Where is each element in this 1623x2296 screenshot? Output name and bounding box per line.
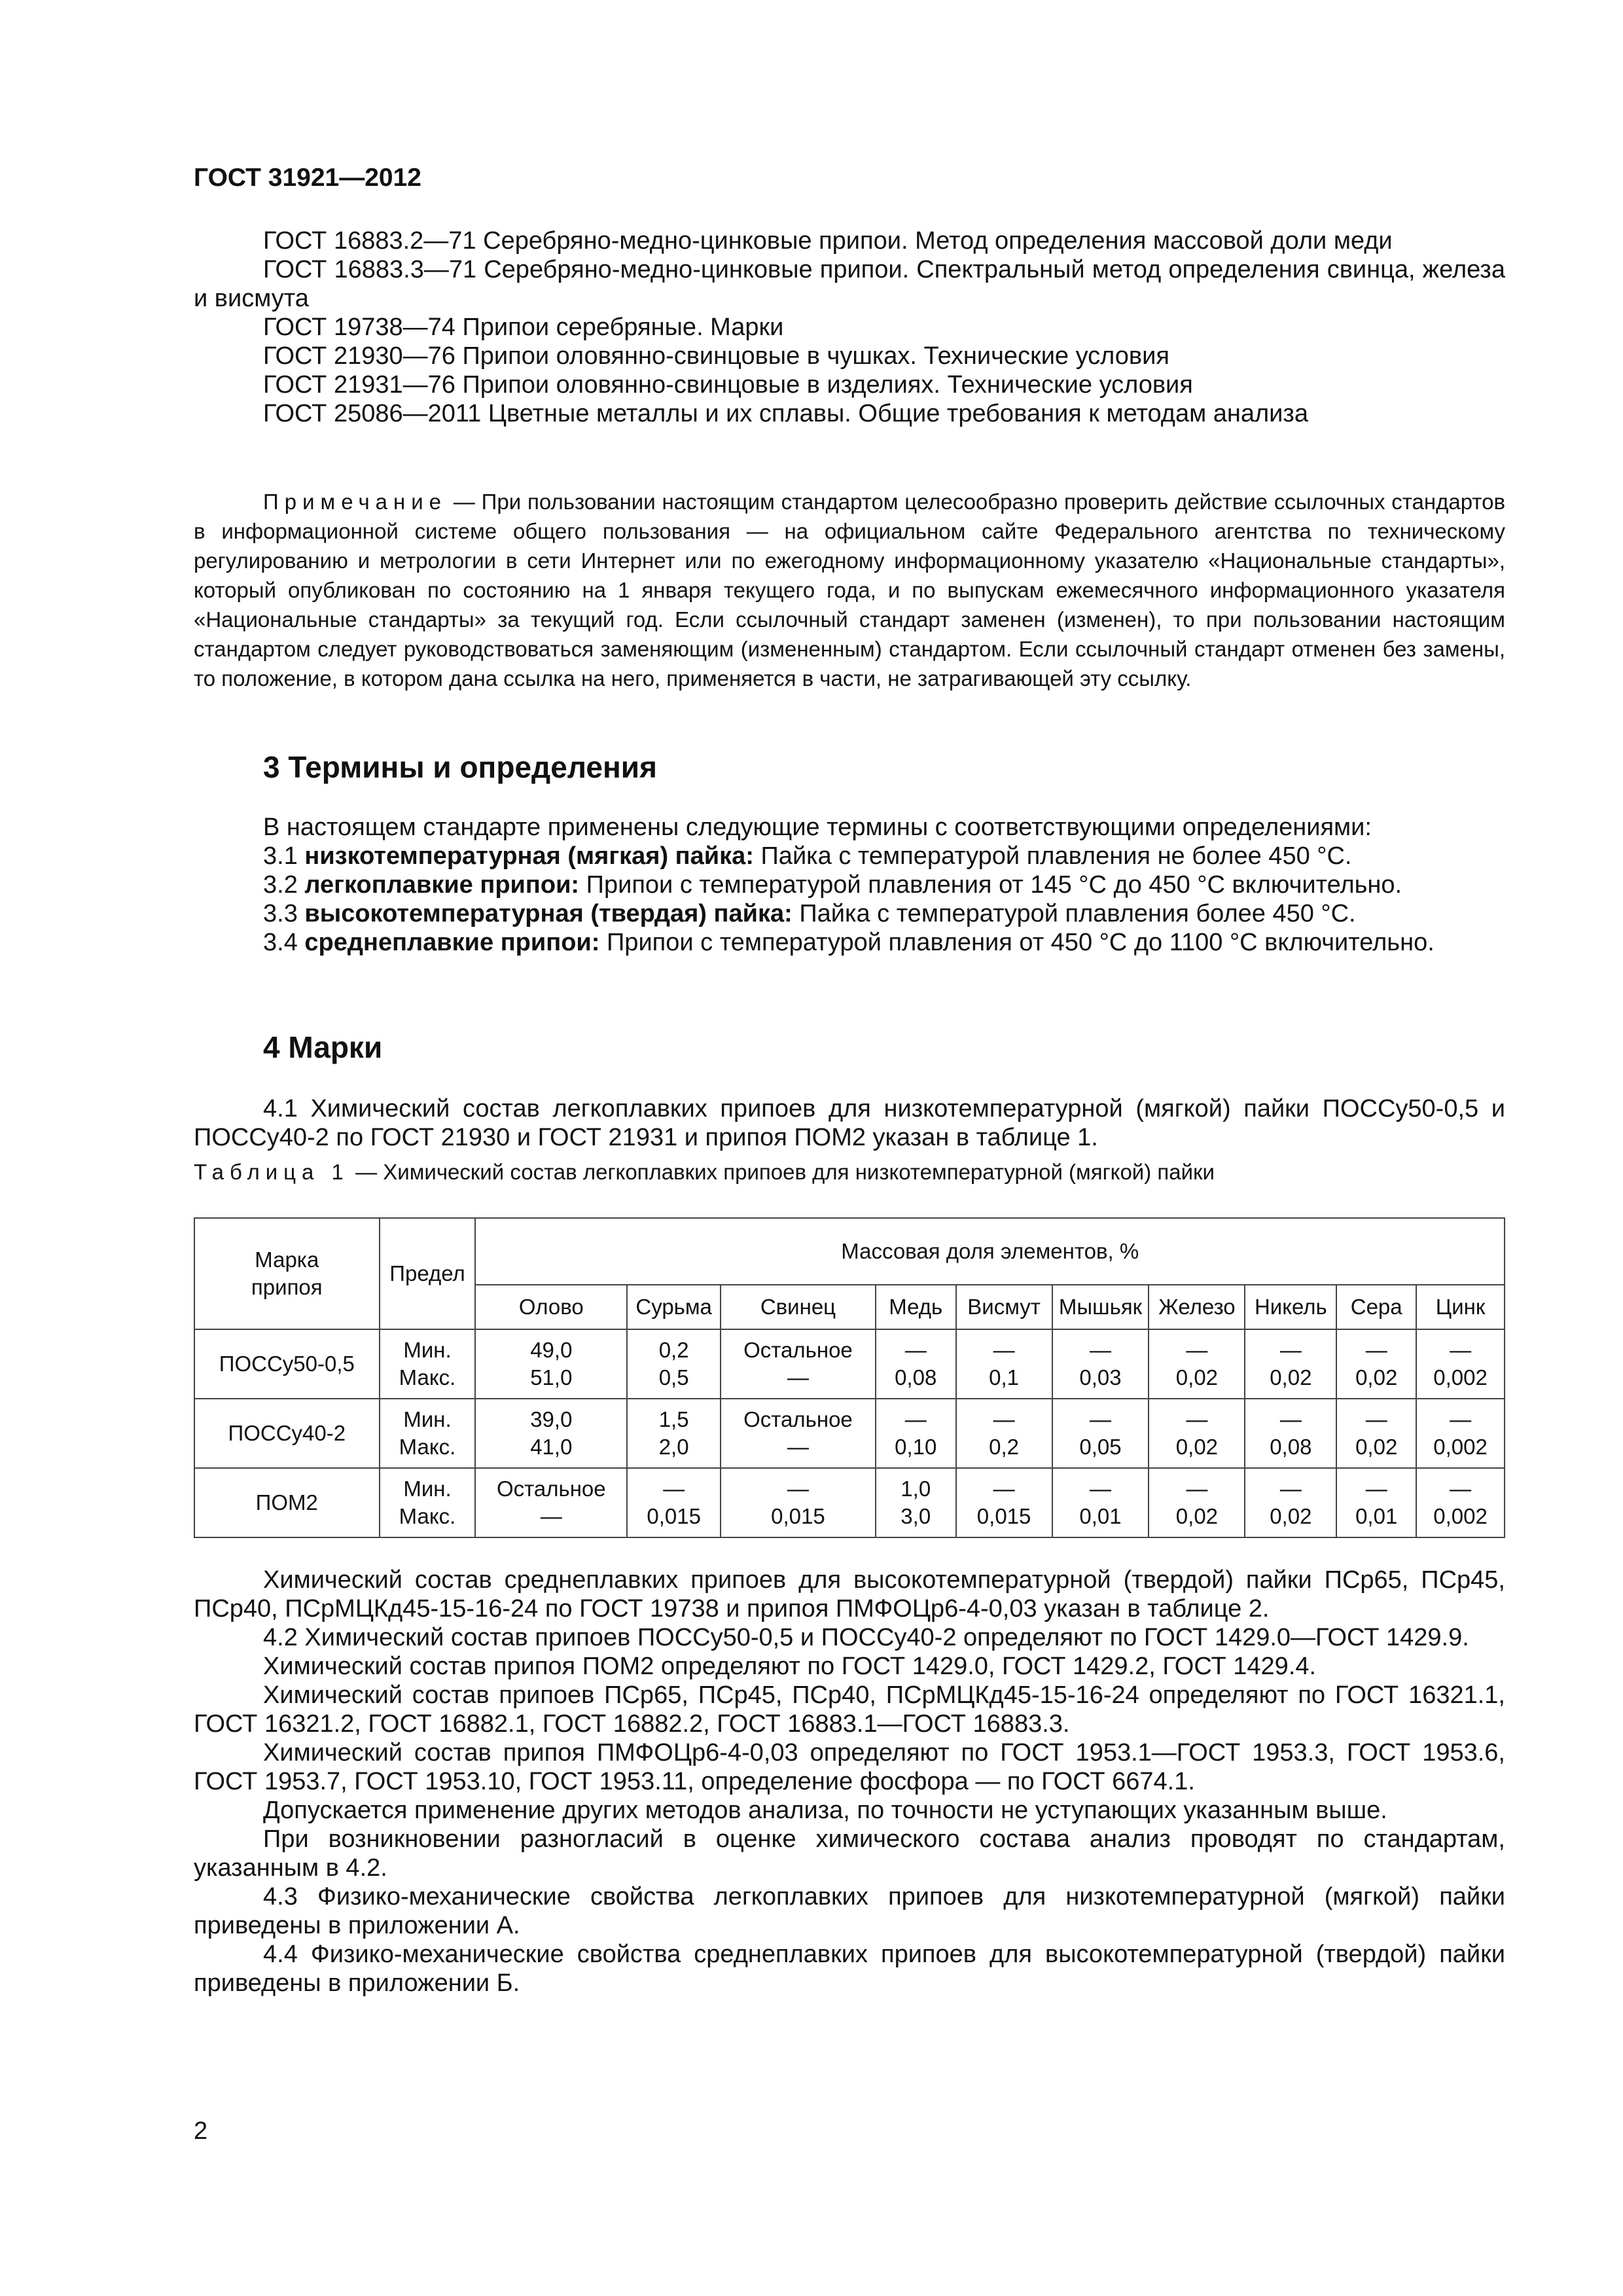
cell-value	[721, 1399, 876, 1468]
term-item	[194, 870, 1505, 899]
cell-value	[876, 1329, 956, 1399]
cell-value	[876, 1468, 956, 1537]
value-max: 51,0	[530, 1365, 573, 1390]
paragraph-4-4: 4.4 Физико-механические свойства среднеплавких припоев для высокотемпературной (твердой) пайки приведены в приложении Б.	[194, 1941, 1505, 1997]
after-table-text	[194, 1566, 1505, 1998]
table-1-wrapper	[194, 1217, 1505, 1538]
value-max: 0,02	[1355, 1435, 1398, 1459]
term-name: высокотемпературная (твердая) пайка:	[304, 900, 793, 927]
section-4-title: 4 Марки	[263, 1030, 383, 1064]
cell-value	[475, 1329, 627, 1399]
value-min: —	[1090, 1407, 1111, 1431]
cell-mark: ПОМ2	[194, 1468, 380, 1537]
value-min: —	[1279, 1338, 1302, 1362]
note-label: Примечание	[263, 490, 448, 514]
value-max: —	[787, 1435, 809, 1459]
table-1	[194, 1217, 1505, 1538]
value-max: —	[787, 1365, 809, 1390]
cell-value	[1336, 1468, 1416, 1537]
value-max: 41,0	[530, 1435, 573, 1459]
value-min: 1,5	[658, 1407, 689, 1431]
cell-limit	[380, 1329, 476, 1399]
value-min: —	[1090, 1477, 1111, 1501]
value-min: —	[904, 1407, 927, 1431]
paragraph: Химический состав припоя ПМФОЦр6-4-0,03 определяют по ГОСТ 1953.1—ГОСТ 1953.3, ГОСТ 1953.6, ГОСТ 1953.7, ГОСТ 1953.10, ГОСТ 1953.11, определение фосфора — по ГОСТ 6674.1.	[194, 1739, 1505, 1795]
value-max: 0,02	[1355, 1365, 1398, 1390]
cell-value	[956, 1329, 1052, 1399]
cell-value	[1336, 1399, 1416, 1468]
cell-value	[956, 1468, 1052, 1537]
value-max: 0,002	[1433, 1504, 1488, 1528]
term-definition: Припои с температурой плавления от 450 °С до 1100 °С включительно.	[599, 929, 1435, 956]
cell-value	[627, 1329, 721, 1399]
paragraph: Допускается применение других методов анализа, по точности не уступающих указанным выше.	[263, 1797, 1387, 1824]
term-name: легкоплавкие припои:	[304, 871, 580, 899]
cell-value	[1245, 1468, 1336, 1537]
value-max: 0,02	[1175, 1365, 1219, 1390]
cell-value	[1052, 1399, 1149, 1468]
value-max: 0,08	[895, 1365, 937, 1390]
header-element: Цинк	[1416, 1285, 1505, 1329]
header-limit: Предел	[380, 1218, 476, 1329]
header-element: Медь	[876, 1285, 956, 1329]
cell-mark: ПОССу40-2	[194, 1399, 380, 1468]
value-min: —	[1450, 1477, 1472, 1501]
value-max: 0,015	[976, 1504, 1031, 1528]
value-max: 0,1	[989, 1365, 1020, 1390]
section-3-intro: В настоящем стандарте применены следующие термины с соответствующими определениями:	[263, 814, 1372, 841]
limit-label: Мин.	[403, 1477, 452, 1501]
value-max: 0,01	[1079, 1504, 1122, 1528]
paragraph: При возникновении разногласий в оценке химического состава анализ проводят по стандартам, указанным в 4.2.	[194, 1825, 1505, 1882]
paragraph: Химический состав среднеплавких припоев для высокотемпературной (твердой) пайки ПСр65, ПСр45, ПСр40, ПСрМЦКд45-15-16-24 по ГОСТ 19738 и припоя ПМФОЦр6-4-0,03 указан в таблице 2.	[194, 1566, 1505, 1623]
value-min: —	[1365, 1477, 1387, 1501]
cell-value	[475, 1399, 627, 1468]
cell-value	[627, 1399, 721, 1468]
value-min: 1,0	[901, 1477, 931, 1501]
term-name: среднеплавкие припои:	[304, 929, 600, 956]
value-min: —	[1186, 1407, 1208, 1431]
reference-item: ГОСТ 16883.2—71 Серебряно-медно-цинковые припои. Метод определения массовой доли меди	[263, 227, 1393, 255]
header-element: Никель	[1245, 1285, 1336, 1329]
value-max: 0,05	[1079, 1435, 1122, 1459]
header-element: Олово	[475, 1285, 627, 1329]
note-text: — При пользовании настоящим стандартом целесообразно проверить действие ссылочных стандартов в информационной системе общего пользования — на официальном сайте Федерального агентства по техническому регулированию и метрологии в сети Интернет или по ежегодному информационному указателю «Национальные стандарты», который опубликован по состоянию на 1 января текущего года, и по выпускам ежемесячного информационного указателя «Национальные стандарты» за текущий год. Если ссылочный стандарт заменен (изменен), то при пользовании настоящим стандартом следует руководствоваться заменяющим (измененным) стандартом. Если ссылочный стандарт отменен без замены, то положение, в котором дана ссылка на него, применяется в части, не затрагивающей эту ссылку.	[194, 490, 1505, 691]
value-max: 0,08	[1270, 1435, 1312, 1459]
cell-value	[876, 1399, 956, 1468]
value-max: 0,5	[658, 1365, 689, 1390]
value-max: 0,02	[1270, 1365, 1312, 1390]
term-number: 3.4	[263, 929, 298, 956]
cell-mark: ПОССу50-0,5	[194, 1329, 380, 1399]
cell-value	[1149, 1329, 1245, 1399]
value-min: 0,2	[658, 1338, 689, 1362]
term-definition: Пайка с температурой плавления более 450 °С.	[792, 900, 1356, 927]
value-max: 3,0	[901, 1504, 931, 1528]
reference-item: ГОСТ 21931—76 Припои оловянно-свинцовые в изделиях. Технические условия	[263, 371, 1193, 399]
paragraph-4-1: 4.1 Химический состав легкоплавких припоев для низкотемпературной (мягкой) пайки ПОССу50-0,5 и ПОССу40-2 по ГОСТ 21930 и ГОСТ 21931 и припоя ПОМ2 указан в таблице 1.	[194, 1095, 1505, 1151]
header-mark: Марка припоя	[194, 1218, 380, 1329]
value-min: —	[1450, 1407, 1472, 1431]
value-max: 0,03	[1079, 1365, 1122, 1390]
section-4	[194, 1029, 1505, 1187]
running-header: ГОСТ 31921—2012	[194, 164, 421, 192]
value-min: —	[1186, 1477, 1208, 1501]
value-max: 0,02	[1175, 1435, 1219, 1459]
paragraph-4-2: 4.2 Химический состав припоев ПОССу50-0,5 и ПОССу40-2 определяют по ГОСТ 1429.0—ГОСТ 1429.9.	[263, 1624, 1469, 1651]
cell-limit	[380, 1399, 476, 1468]
cell-value	[1149, 1399, 1245, 1468]
value-max: 0,2	[989, 1435, 1020, 1459]
value-min: —	[787, 1477, 809, 1501]
limit-label: Мин.	[403, 1338, 452, 1362]
value-max: 0,015	[771, 1504, 825, 1528]
term-number: 3.1	[263, 842, 298, 870]
value-max: 0,02	[1175, 1504, 1219, 1528]
limit-label: Макс.	[399, 1365, 456, 1390]
value-min: —	[1279, 1477, 1302, 1501]
header-element: Сера	[1336, 1285, 1416, 1329]
value-max: 0,002	[1433, 1435, 1488, 1459]
term-definition: Пайка с температурой плавления не более 450 °С.	[753, 842, 1352, 870]
header-element: Железо	[1149, 1285, 1245, 1329]
cell-value	[721, 1468, 876, 1537]
limit-label: Мин.	[403, 1407, 452, 1431]
value-min: 39,0	[530, 1407, 573, 1431]
term-item	[194, 899, 1505, 928]
cell-value	[1416, 1329, 1505, 1399]
header-element: Сурьма	[627, 1285, 721, 1329]
header-element: Свинец	[721, 1285, 876, 1329]
cell-value	[1149, 1468, 1245, 1537]
value-min: —	[1365, 1407, 1387, 1431]
cell-value	[475, 1468, 627, 1537]
table-row	[194, 1329, 1505, 1399]
value-min: 49,0	[530, 1338, 573, 1362]
term-item	[194, 928, 1505, 957]
value-max: 0,02	[1270, 1504, 1312, 1528]
cell-value	[1416, 1468, 1505, 1537]
value-min: —	[993, 1338, 1015, 1362]
reference-item: ГОСТ 19738—74 Припои серебряные. Марки	[263, 314, 784, 341]
reference-item: ГОСТ 16883.3—71 Серебряно-медно-цинковые припои. Спектральный метод определения свинца, железа и висмута	[194, 256, 1505, 312]
table-caption	[194, 1157, 1505, 1187]
value-max: 0,015	[647, 1504, 701, 1528]
term-number: 3.3	[263, 900, 298, 927]
limit-label: Макс.	[399, 1504, 456, 1528]
paragraph: Химический состав припоя ПОМ2 определяют по ГОСТ 1429.0, ГОСТ 1429.2, ГОСТ 1429.4.	[263, 1653, 1317, 1680]
page-number: 2	[194, 2117, 208, 2145]
term-definition: Припои с температурой плавления от 145 °С до 450 °С включительно.	[579, 871, 1402, 899]
term-number: 3.2	[263, 871, 298, 899]
cell-value	[1245, 1399, 1336, 1468]
value-min: Остальное	[496, 1477, 606, 1501]
value-max: —	[540, 1504, 562, 1528]
value-min: —	[993, 1407, 1015, 1431]
cell-value	[956, 1399, 1052, 1468]
value-max: 0,002	[1433, 1365, 1488, 1390]
value-min: —	[1450, 1338, 1472, 1362]
reference-item: ГОСТ 21930—76 Припои оловянно-свинцовые в чушках. Технические условия	[263, 342, 1169, 370]
table-row	[194, 1468, 1505, 1537]
value-max: 0,01	[1355, 1504, 1398, 1528]
table-caption-label: Таблица 1	[194, 1160, 349, 1184]
cell-value	[721, 1329, 876, 1399]
limit-label: Макс.	[399, 1435, 456, 1459]
cell-value	[1052, 1329, 1149, 1399]
cell-value	[1416, 1399, 1505, 1468]
value-min: —	[1279, 1407, 1302, 1431]
term-name: низкотемпературная (мягкая) пайка:	[304, 842, 754, 870]
paragraph: Химический состав припоев ПСр65, ПСр45, ПСр40, ПСрМЦКд45-15-16-24 определяют по ГОСТ 16321.1, ГОСТ 16321.2, ГОСТ 16882.1, ГОСТ 16882.2, ГОСТ 16883.1—ГОСТ 16883.3.	[194, 1681, 1505, 1738]
value-min: —	[1186, 1338, 1208, 1362]
term-item	[194, 842, 1505, 870]
value-min: —	[663, 1477, 685, 1501]
header-element: Висмут	[956, 1285, 1052, 1329]
note-paragraph	[194, 487, 1505, 693]
value-max: 2,0	[658, 1435, 689, 1459]
section-3	[194, 749, 1505, 957]
value-min: Остальное	[743, 1407, 853, 1431]
paragraph-4-3: 4.3 Физико-механические свойства легкоплавких припоев для низкотемпературной (мягкой) пайки приведены в приложении А.	[194, 1883, 1505, 1939]
cell-value	[1336, 1329, 1416, 1399]
reference-item: ГОСТ 25086—2011 Цветные металлы и их сплавы. Общие требования к методам анализа	[263, 400, 1308, 427]
table-caption-text: — Химический состав легкоплавких припоев для низкотемпературной (мягкой) пайки	[349, 1160, 1215, 1184]
normative-references	[194, 226, 1505, 428]
value-min: —	[993, 1477, 1015, 1501]
cell-limit	[380, 1468, 476, 1537]
value-min: Остальное	[743, 1338, 853, 1362]
value-min: —	[1090, 1338, 1111, 1362]
section-3-title: 3 Термины и определения	[263, 750, 657, 784]
header-element: Мышьяк	[1052, 1285, 1149, 1329]
value-min: —	[1365, 1338, 1387, 1362]
cell-value	[1052, 1468, 1149, 1537]
header-mass-fraction: Массовая доля элементов, %	[475, 1218, 1505, 1285]
value-max: 0,10	[895, 1435, 937, 1459]
cell-value	[1245, 1329, 1336, 1399]
cell-value	[627, 1468, 721, 1537]
table-row	[194, 1399, 1505, 1468]
value-min: —	[904, 1338, 927, 1362]
